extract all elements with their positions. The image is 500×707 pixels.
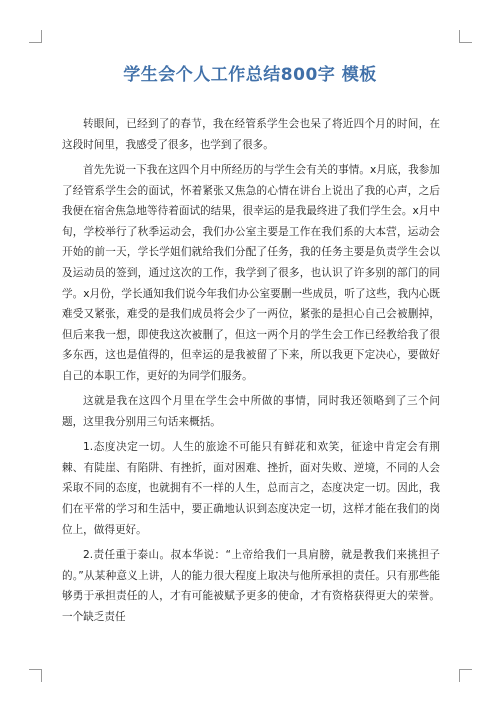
- document-body: [62, 114, 440, 632]
- document-title: 学生会个人工作总结800字 模板: [123, 65, 377, 85]
- paragraph-summary: 这就是我在这四个月里在学生会中所做的事情，同时我还领略到了三个问题，这里我分别用三句话来概括。: [62, 395, 440, 428]
- paragraph-experience: 首先先说一下我在这四个月中所经历的与学生会有关的事情。x月底，我参加了经管系学生会的面试，怀着紧张又焦急的心情在讲台上说出了我的心声，之后我便在宿舍焦急地等待着面试的结果，很幸运的是我最终进了我们学生会。x月中旬，学校举行了秋季运动会，我们办公室主要是工作在我们系的大本营，运动会开始的前一天，学长学姐们就给我们分配了任务，我的任务主要是负责学生会以及运动员的签到，通过这次的工作，我学到了很多，也认识了许多别的部门的同学。x月份，学长通知我们说今年我们办公室要删一些成员，听了这些，我内心既难受又紧张，难受的是我们成员将会少了一两位，紧张的是担心自己会被删掉，但后来我一想，即使我这次被删了，但这一两个月的学生会工作已经教给我了很多东西，这也是值得的，但幸运的是我被留了下来，所以我更下定决心，要做好自己的本职工作，更好的为同学们服务。: [62, 163, 440, 382]
- paragraph-point-attitude: 1.态度决定一切。人生的旅途不可能只有鲜花和欢笑，征途中肯定会有荆棘、有陡崖、有陷阱、有挫折，面对困难、挫折，面对失败、逆境，不同的人会采取不同的态度，也就拥有不一样的人生，总而言之，态度决定一切。因此，我们在平常的学习和生活中，要正确地认识到态度决定一切，这样才能在我们的岗位上，做得更好。: [62, 441, 440, 536]
- crop-mark-bottom-right: [459, 669, 472, 682]
- crop-mark-bottom-left: [29, 669, 42, 682]
- crop-mark-top-left: [29, 30, 42, 43]
- paragraph-intro: 转眼间，已经到了的春节，我在经管系学生会也呆了将近四个月的时间，在这段时间里，我感受了很多，也学到了很多。: [62, 118, 440, 151]
- paragraph-point-responsibility: 2.责任重于泰山。叔本华说：“上帝给我们一具肩膀，就是教我们来挑担子的。”从某种意义上讲，人的能力很大程度上取决与他所承担的责任。只有那些能够勇于承担责任的人，才有可能被赋予更多的使命，才有资格获得更大的荣誉。一个缺乏责任: [62, 549, 440, 623]
- crop-mark-top-right: [459, 30, 472, 43]
